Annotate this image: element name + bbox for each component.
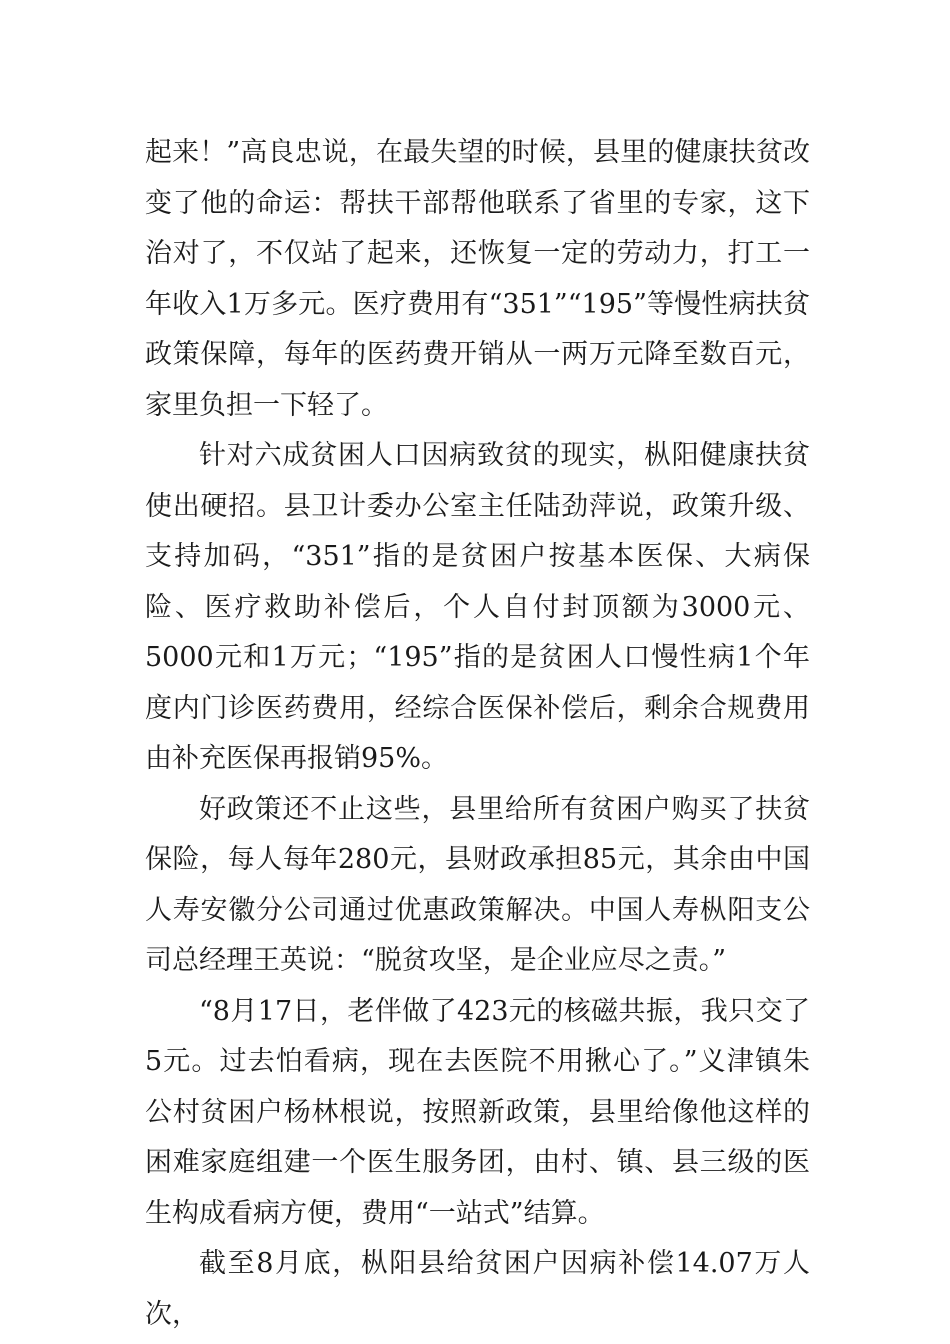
paragraph-3: 好政策还不止这些，县里给所有贫困户购买了扶贫保险，每人每年280元，县财政承担85元，其余由中国人寿安徽分公司通过优惠政策解决。中国人寿枞阳支公司总经理王英说：“脱贫攻坚，是企业应尽之责。” [145, 793, 810, 976]
paragraph-4: “8月17日，老伴做了423元的核磁共振，我只交了5元。过去怕看病，现在去医院不用揪心了。”义津镇朱公村贫困户杨林根说，按照新政策，县里给像他这样的困难家庭组建一个医生服务团，由村、镇、县三级的医生构成看病方便，费用“一站式”结算。 [145, 995, 810, 1229]
paragraph-1: 起来！”高良忠说，在最失望的时候，县里的健康扶贫改变了他的命运：帮扶干部帮他联系了省里的专家，这下治对了，不仅站了起来，还恢复一定的劳动力，打工一年收入1万多元。医疗费用有“351”“195”等慢性病扶贫政策保障，每年的医药费开销从一两万元降至数百元，家里负担一下轻了。 [145, 137, 810, 421]
article-body [145, 128, 810, 1340]
paragraph-5: 截至8月底，枞阳县给贫困户因病补偿14.07万人次， [145, 1248, 810, 1330]
paragraph-2: 针对六成贫困人口因病致贫的现实，枞阳健康扶贫使出硬招。县卫计委办公室主任陆劲萍说，政策升级、支持加码，“351”指的是贫困户按基本医保、大病保险、医疗救助补偿后，个人自付封顶额为3000元、5000元和1万元；“195”指的是贫困人口慢性病1个年度内门诊医药费用，经综合医保补偿后，剩余合规费用由补充医保再报销95%。 [145, 440, 810, 774]
